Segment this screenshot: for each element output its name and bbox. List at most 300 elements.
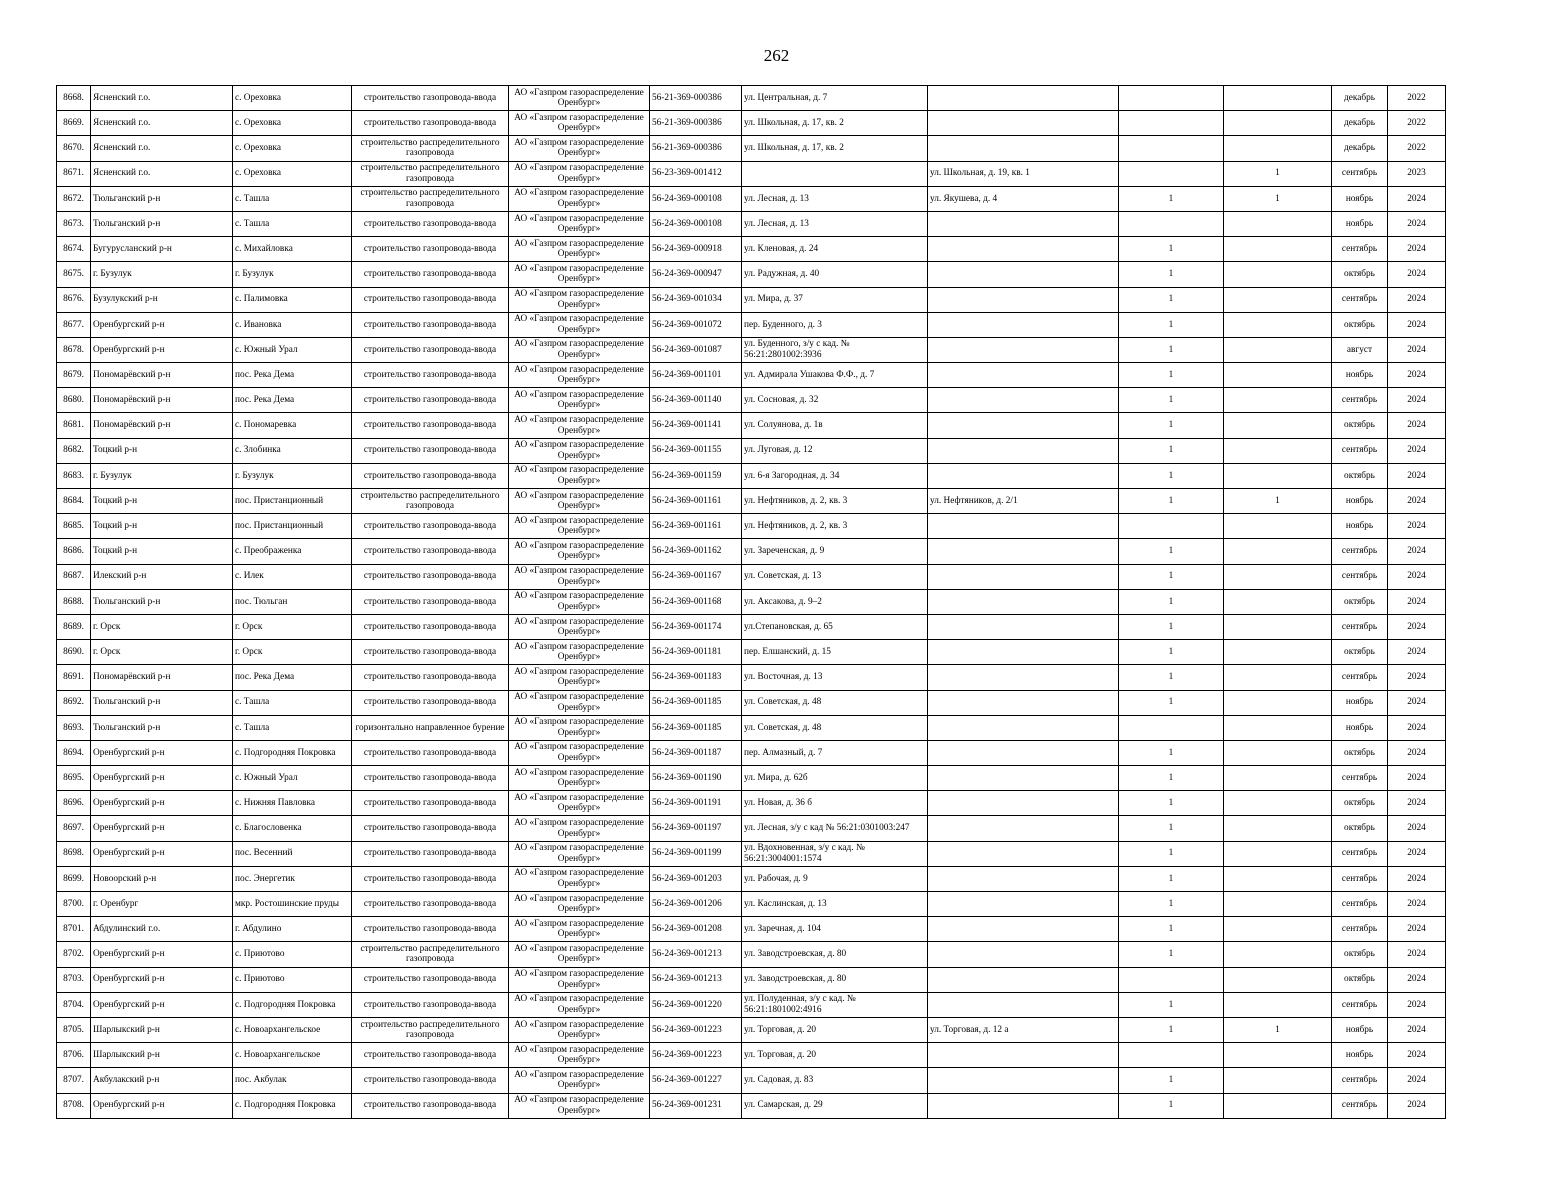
address-cell: ул. Мира, д. 37 — [742, 287, 928, 312]
table-row — [57, 942, 1446, 967]
month-cell: октябрь — [1332, 413, 1388, 438]
year-cell: 2024 — [1388, 1043, 1446, 1068]
district-cell: г. Орск — [91, 614, 233, 639]
year-cell: 2024 — [1388, 942, 1446, 967]
row-number-cell: 8690. — [57, 640, 91, 665]
organization-cell: АО «Газпром газораспределение Оренбург» — [509, 665, 650, 690]
work-type-cell: строительство газопровода-ввода — [352, 766, 509, 791]
organization-cell: АО «Газпром газораспределение Оренбург» — [509, 86, 650, 111]
count-cell-2 — [1224, 388, 1332, 413]
count-cell-2 — [1224, 1043, 1332, 1068]
settlement-cell: пос. Тюльган — [233, 589, 352, 614]
year-cell: 2024 — [1388, 539, 1446, 564]
object-code-cell: 56-24-369-001191 — [650, 791, 742, 816]
district-cell: Ясненский г.о. — [91, 161, 233, 186]
count-cell-2 — [1224, 917, 1332, 942]
count-cell-1: 1 — [1119, 489, 1224, 514]
table-row — [57, 967, 1446, 992]
count-cell-2 — [1224, 791, 1332, 816]
organization-cell: АО «Газпром газораспределение Оренбург» — [509, 589, 650, 614]
district-cell: Оренбургский р-н — [91, 337, 233, 362]
object-code-cell: 56-24-369-001034 — [650, 287, 742, 312]
table-row — [57, 111, 1446, 136]
table-row — [57, 589, 1446, 614]
count-cell-2 — [1224, 816, 1332, 841]
settlement-cell: с. Южный Урал — [233, 766, 352, 791]
object-code-cell: 56-24-369-001199 — [650, 841, 742, 866]
work-type-cell: строительство газопровода-ввода — [352, 892, 509, 917]
month-cell: сентябрь — [1332, 388, 1388, 413]
register-table — [56, 85, 1446, 1119]
district-cell: Илекский р-н — [91, 564, 233, 589]
additional-address-cell — [928, 892, 1119, 917]
address-cell: ул. Заводстроевская, д. 80 — [742, 942, 928, 967]
year-cell: 2024 — [1388, 665, 1446, 690]
year-cell: 2024 — [1388, 186, 1446, 211]
organization-cell: АО «Газпром газораспределение Оренбург» — [509, 262, 650, 287]
address-cell: ул. Нефтяников, д. 2, кв. 3 — [742, 489, 928, 514]
count-cell-1 — [1119, 111, 1224, 136]
count-cell-1: 1 — [1119, 690, 1224, 715]
table-row — [57, 312, 1446, 337]
count-cell-1: 1 — [1119, 186, 1224, 211]
table-row — [57, 413, 1446, 438]
table-row — [57, 816, 1446, 841]
row-number-cell: 8691. — [57, 665, 91, 690]
work-type-cell: строительство распределительного газопровода — [352, 489, 509, 514]
work-type-cell: строительство газопровода-ввода — [352, 514, 509, 539]
work-type-cell: строительство газопровода-ввода — [352, 791, 509, 816]
district-cell: Оренбургский р-н — [91, 942, 233, 967]
month-cell: ноябрь — [1332, 690, 1388, 715]
district-cell: Ясненский г.о. — [91, 111, 233, 136]
settlement-cell: с. Ореховка — [233, 86, 352, 111]
month-cell: декабрь — [1332, 111, 1388, 136]
organization-cell: АО «Газпром газораспределение Оренбург» — [509, 287, 650, 312]
count-cell-1: 1 — [1119, 766, 1224, 791]
district-cell: Пономарёвский р-н — [91, 413, 233, 438]
table-row — [57, 262, 1446, 287]
additional-address-cell — [928, 211, 1119, 236]
settlement-cell: с. Ореховка — [233, 111, 352, 136]
address-cell: ул. Школьная, д. 17, кв. 2 — [742, 111, 928, 136]
work-type-cell: строительство газопровода-ввода — [352, 337, 509, 362]
object-code-cell: 56-24-369-001162 — [650, 539, 742, 564]
work-type-cell: строительство газопровода-ввода — [352, 589, 509, 614]
table-row — [57, 715, 1446, 740]
address-cell: ул. Буденного, з/у с кад. № 56:21:2801002:3936 — [742, 337, 928, 362]
month-cell: октябрь — [1332, 640, 1388, 665]
month-cell: октябрь — [1332, 262, 1388, 287]
address-cell: ул. Советская, д. 13 — [742, 564, 928, 589]
row-number-cell: 8669. — [57, 111, 91, 136]
table-row — [57, 892, 1446, 917]
organization-cell: АО «Газпром газораспределение Оренбург» — [509, 690, 650, 715]
organization-cell: АО «Газпром газораспределение Оренбург» — [509, 841, 650, 866]
count-cell-1: 1 — [1119, 363, 1224, 388]
organization-cell: АО «Газпром газораспределение Оренбург» — [509, 539, 650, 564]
district-cell: Оренбургский р-н — [91, 312, 233, 337]
work-type-cell: строительство распределительного газопровода — [352, 161, 509, 186]
settlement-cell: с. Ташла — [233, 186, 352, 211]
row-number-cell: 8677. — [57, 312, 91, 337]
address-cell: ул. Зареченская, д. 9 — [742, 539, 928, 564]
count-cell-1: 1 — [1119, 614, 1224, 639]
table-row — [57, 463, 1446, 488]
organization-cell: АО «Газпром газораспределение Оренбург» — [509, 136, 650, 161]
year-cell: 2024 — [1388, 614, 1446, 639]
district-cell: Шарлыкский р-н — [91, 1017, 233, 1042]
settlement-cell: пос. Весенний — [233, 841, 352, 866]
count-cell-1 — [1119, 86, 1224, 111]
object-code-cell: 56-24-369-000108 — [650, 186, 742, 211]
district-cell: Ясненский г.о. — [91, 86, 233, 111]
count-cell-1: 1 — [1119, 1017, 1224, 1042]
district-cell: Пономарёвский р-н — [91, 363, 233, 388]
month-cell: ноябрь — [1332, 1017, 1388, 1042]
settlement-cell: мкр. Ростошинские пруды — [233, 892, 352, 917]
address-cell: ул. Аксакова, д. 9–2 — [742, 589, 928, 614]
object-code-cell: 56-24-369-001174 — [650, 614, 742, 639]
table-row — [57, 1068, 1446, 1093]
row-number-cell: 8703. — [57, 967, 91, 992]
additional-address-cell — [928, 363, 1119, 388]
object-code-cell: 56-24-369-001183 — [650, 665, 742, 690]
work-type-cell: строительство газопровода-ввода — [352, 262, 509, 287]
month-cell: ноябрь — [1332, 211, 1388, 236]
additional-address-cell — [928, 589, 1119, 614]
object-code-cell: 56-24-369-001203 — [650, 866, 742, 891]
row-number-cell: 8705. — [57, 1017, 91, 1042]
object-code-cell: 56-24-369-001141 — [650, 413, 742, 438]
count-cell-2 — [1224, 539, 1332, 564]
table-row — [57, 514, 1446, 539]
year-cell: 2022 — [1388, 111, 1446, 136]
work-type-cell: строительство газопровода-ввода — [352, 614, 509, 639]
row-number-cell: 8701. — [57, 917, 91, 942]
work-type-cell: строительство газопровода-ввода — [352, 564, 509, 589]
address-cell: ул. Лесная, з/у с кад № 56:21:0301003:247 — [742, 816, 928, 841]
work-type-cell: строительство газопровода-ввода — [352, 287, 509, 312]
additional-address-cell — [928, 111, 1119, 136]
address-cell: ул. Лесная, д. 13 — [742, 211, 928, 236]
object-code-cell: 56-24-369-001101 — [650, 363, 742, 388]
object-code-cell: 56-24-369-001168 — [650, 589, 742, 614]
month-cell: октябрь — [1332, 312, 1388, 337]
object-code-cell: 56-24-369-001213 — [650, 942, 742, 967]
district-cell: Оренбургский р-н — [91, 967, 233, 992]
table-row — [57, 992, 1446, 1017]
year-cell: 2024 — [1388, 438, 1446, 463]
row-number-cell: 8681. — [57, 413, 91, 438]
additional-address-cell — [928, 388, 1119, 413]
work-type-cell: строительство распределительного газопровода — [352, 1017, 509, 1042]
settlement-cell: пос. Река Дема — [233, 388, 352, 413]
settlement-cell: г. Орск — [233, 614, 352, 639]
year-cell: 2024 — [1388, 841, 1446, 866]
object-code-cell: 56-24-369-000947 — [650, 262, 742, 287]
work-type-cell: строительство газопровода-ввода — [352, 816, 509, 841]
work-type-cell: строительство газопровода-ввода — [352, 388, 509, 413]
count-cell-1 — [1119, 715, 1224, 740]
table-row — [57, 388, 1446, 413]
table-row — [57, 917, 1446, 942]
count-cell-1: 1 — [1119, 740, 1224, 765]
table-row — [57, 237, 1446, 262]
organization-cell: АО «Газпром газораспределение Оренбург» — [509, 514, 650, 539]
settlement-cell: с. Ташла — [233, 690, 352, 715]
month-cell: октябрь — [1332, 967, 1388, 992]
work-type-cell: строительство газопровода-ввода — [352, 363, 509, 388]
count-cell-2 — [1224, 363, 1332, 388]
additional-address-cell: ул. Торговая, д. 12 а — [928, 1017, 1119, 1042]
row-number-cell: 8668. — [57, 86, 91, 111]
count-cell-2 — [1224, 413, 1332, 438]
additional-address-cell — [928, 866, 1119, 891]
table-row — [57, 665, 1446, 690]
address-cell: пер. Елшанский, д. 15 — [742, 640, 928, 665]
additional-address-cell — [928, 967, 1119, 992]
table-row — [57, 690, 1446, 715]
count-cell-2 — [1224, 841, 1332, 866]
month-cell: ноябрь — [1332, 363, 1388, 388]
address-cell: ул. Садовая, д. 83 — [742, 1068, 928, 1093]
count-cell-1 — [1119, 967, 1224, 992]
month-cell: ноябрь — [1332, 186, 1388, 211]
work-type-cell: горизонтально направленное бурение — [352, 715, 509, 740]
row-number-cell: 8679. — [57, 363, 91, 388]
count-cell-2 — [1224, 967, 1332, 992]
year-cell: 2024 — [1388, 740, 1446, 765]
row-number-cell: 8698. — [57, 841, 91, 866]
month-cell: август — [1332, 337, 1388, 362]
count-cell-2: 1 — [1224, 1017, 1332, 1042]
count-cell-1: 1 — [1119, 589, 1224, 614]
address-cell: пер. Алмазный, д. 7 — [742, 740, 928, 765]
row-number-cell: 8694. — [57, 740, 91, 765]
additional-address-cell — [928, 438, 1119, 463]
work-type-cell: строительство газопровода-ввода — [352, 740, 509, 765]
table-row — [57, 841, 1446, 866]
count-cell-2 — [1224, 715, 1332, 740]
count-cell-2 — [1224, 463, 1332, 488]
count-cell-2 — [1224, 564, 1332, 589]
month-cell: сентябрь — [1332, 539, 1388, 564]
settlement-cell: с. Приютово — [233, 942, 352, 967]
district-cell: Оренбургский р-н — [91, 766, 233, 791]
work-type-cell: строительство газопровода-ввода — [352, 690, 509, 715]
row-number-cell: 8686. — [57, 539, 91, 564]
address-cell: ул. Мира, д. 62б — [742, 766, 928, 791]
settlement-cell: с. Михайловка — [233, 237, 352, 262]
year-cell: 2024 — [1388, 791, 1446, 816]
year-cell: 2024 — [1388, 992, 1446, 1017]
organization-cell: АО «Газпром газораспределение Оренбург» — [509, 892, 650, 917]
month-cell: сентябрь — [1332, 766, 1388, 791]
count-cell-2 — [1224, 640, 1332, 665]
district-cell: Пономарёвский р-н — [91, 665, 233, 690]
address-cell: ул. Советская, д. 48 — [742, 715, 928, 740]
table-row — [57, 211, 1446, 236]
year-cell: 2022 — [1388, 86, 1446, 111]
count-cell-1 — [1119, 514, 1224, 539]
row-number-cell: 8678. — [57, 337, 91, 362]
object-code-cell: 56-24-369-001223 — [650, 1017, 742, 1042]
additional-address-cell: ул. Школьная, д. 19, кв. 1 — [928, 161, 1119, 186]
address-cell: ул. Новая, д. 36 б — [742, 791, 928, 816]
district-cell: Оренбургский р-н — [91, 1093, 233, 1118]
row-number-cell: 8688. — [57, 589, 91, 614]
month-cell: сентябрь — [1332, 665, 1388, 690]
year-cell: 2024 — [1388, 287, 1446, 312]
organization-cell: АО «Газпром газораспределение Оренбург» — [509, 186, 650, 211]
year-cell: 2024 — [1388, 262, 1446, 287]
year-cell: 2024 — [1388, 337, 1446, 362]
organization-cell: АО «Газпром газораспределение Оренбург» — [509, 161, 650, 186]
month-cell: сентябрь — [1332, 1068, 1388, 1093]
year-cell: 2024 — [1388, 715, 1446, 740]
month-cell: сентябрь — [1332, 161, 1388, 186]
page-number: 262 — [763, 46, 790, 65]
object-code-cell: 56-24-369-001185 — [650, 715, 742, 740]
month-cell: сентябрь — [1332, 237, 1388, 262]
month-cell: октябрь — [1332, 816, 1388, 841]
count-cell-1: 1 — [1119, 665, 1224, 690]
count-cell-2 — [1224, 1068, 1332, 1093]
work-type-cell: строительство распределительного газопровода — [352, 136, 509, 161]
address-cell: ул. Адмирала Ушакова Ф.Ф., д. 7 — [742, 363, 928, 388]
row-number-cell: 8696. — [57, 791, 91, 816]
work-type-cell: строительство газопровода-ввода — [352, 438, 509, 463]
row-number-cell: 8693. — [57, 715, 91, 740]
count-cell-1: 1 — [1119, 287, 1224, 312]
district-cell: Оренбургский р-н — [91, 791, 233, 816]
year-cell: 2024 — [1388, 413, 1446, 438]
object-code-cell: 56-24-369-001231 — [650, 1093, 742, 1118]
settlement-cell: с. Злобинка — [233, 438, 352, 463]
month-cell: сентябрь — [1332, 866, 1388, 891]
district-cell: Тюльганский р-н — [91, 211, 233, 236]
count-cell-1: 1 — [1119, 942, 1224, 967]
object-code-cell: 56-24-369-001072 — [650, 312, 742, 337]
table-row — [57, 640, 1446, 665]
row-number-cell: 8685. — [57, 514, 91, 539]
table-row — [57, 766, 1446, 791]
count-cell-1: 1 — [1119, 413, 1224, 438]
work-type-cell: строительство газопровода-ввода — [352, 640, 509, 665]
address-cell: ул. Нефтяников, д. 2, кв. 3 — [742, 514, 928, 539]
year-cell: 2024 — [1388, 816, 1446, 841]
additional-address-cell — [928, 766, 1119, 791]
additional-address-cell — [928, 816, 1119, 841]
count-cell-1: 1 — [1119, 866, 1224, 891]
district-cell: Бузулукский р-н — [91, 287, 233, 312]
organization-cell: АО «Газпром газораспределение Оренбург» — [509, 740, 650, 765]
organization-cell: АО «Газпром газораспределение Оренбург» — [509, 1017, 650, 1042]
additional-address-cell — [928, 740, 1119, 765]
address-cell: ул. Радужная, д. 40 — [742, 262, 928, 287]
count-cell-2 — [1224, 312, 1332, 337]
object-code-cell: 56-24-369-001140 — [650, 388, 742, 413]
month-cell: октябрь — [1332, 740, 1388, 765]
year-cell: 2024 — [1388, 237, 1446, 262]
count-cell-1: 1 — [1119, 262, 1224, 287]
additional-address-cell — [928, 640, 1119, 665]
object-code-cell: 56-24-369-001185 — [650, 690, 742, 715]
object-code-cell: 56-24-369-001213 — [650, 967, 742, 992]
settlement-cell: с. Нижняя Павловка — [233, 791, 352, 816]
additional-address-cell — [928, 262, 1119, 287]
additional-address-cell — [928, 463, 1119, 488]
additional-address-cell — [928, 1043, 1119, 1068]
district-cell: Тоцкий р-н — [91, 514, 233, 539]
count-cell-2 — [1224, 438, 1332, 463]
settlement-cell: с. Ореховка — [233, 136, 352, 161]
address-cell: ул. Торговая, д. 20 — [742, 1017, 928, 1042]
additional-address-cell — [928, 539, 1119, 564]
district-cell: Новоорский р-н — [91, 866, 233, 891]
address-cell: ул. Торговая, д. 20 — [742, 1043, 928, 1068]
additional-address-cell — [928, 917, 1119, 942]
settlement-cell: с. Пономаревка — [233, 413, 352, 438]
settlement-cell: пос. Река Дема — [233, 665, 352, 690]
organization-cell: АО «Газпром газораспределение Оренбург» — [509, 816, 650, 841]
object-code-cell: 56-24-369-001167 — [650, 564, 742, 589]
settlement-cell: г. Бузулук — [233, 463, 352, 488]
organization-cell: АО «Газпром газораспределение Оренбург» — [509, 337, 650, 362]
count-cell-1 — [1119, 161, 1224, 186]
additional-address-cell — [928, 413, 1119, 438]
row-number-cell: 8687. — [57, 564, 91, 589]
month-cell: сентябрь — [1332, 614, 1388, 639]
count-cell-1: 1 — [1119, 791, 1224, 816]
month-cell: октябрь — [1332, 791, 1388, 816]
row-number-cell: 8674. — [57, 237, 91, 262]
district-cell: Шарлыкский р-н — [91, 1043, 233, 1068]
organization-cell: АО «Газпром газораспределение Оренбург» — [509, 917, 650, 942]
district-cell: Оренбургский р-н — [91, 992, 233, 1017]
organization-cell: АО «Газпром газораспределение Оренбург» — [509, 211, 650, 236]
district-cell: Тюльганский р-н — [91, 589, 233, 614]
year-cell: 2024 — [1388, 589, 1446, 614]
row-number-cell: 8673. — [57, 211, 91, 236]
district-cell: Пономарёвский р-н — [91, 388, 233, 413]
address-cell: ул. Восточная, д. 13 — [742, 665, 928, 690]
year-cell: 2024 — [1388, 1017, 1446, 1042]
count-cell-2: 1 — [1224, 161, 1332, 186]
count-cell-2 — [1224, 589, 1332, 614]
table-row — [57, 1043, 1446, 1068]
table-row — [57, 186, 1446, 211]
count-cell-2: 1 — [1224, 489, 1332, 514]
month-cell: декабрь — [1332, 86, 1388, 111]
object-code-cell: 56-24-369-001187 — [650, 740, 742, 765]
year-cell: 2024 — [1388, 564, 1446, 589]
year-cell: 2024 — [1388, 489, 1446, 514]
count-cell-2 — [1224, 337, 1332, 362]
year-cell: 2024 — [1388, 640, 1446, 665]
row-number-cell: 8708. — [57, 1093, 91, 1118]
settlement-cell: г. Орск — [233, 640, 352, 665]
row-number-cell: 8672. — [57, 186, 91, 211]
district-cell: г. Оренбург — [91, 892, 233, 917]
settlement-cell: г. Абдулино — [233, 917, 352, 942]
year-cell: 2024 — [1388, 690, 1446, 715]
settlement-cell: пос. Пристанционный — [233, 489, 352, 514]
district-cell: Акбулакский р-н — [91, 1068, 233, 1093]
count-cell-1: 1 — [1119, 438, 1224, 463]
additional-address-cell — [928, 715, 1119, 740]
